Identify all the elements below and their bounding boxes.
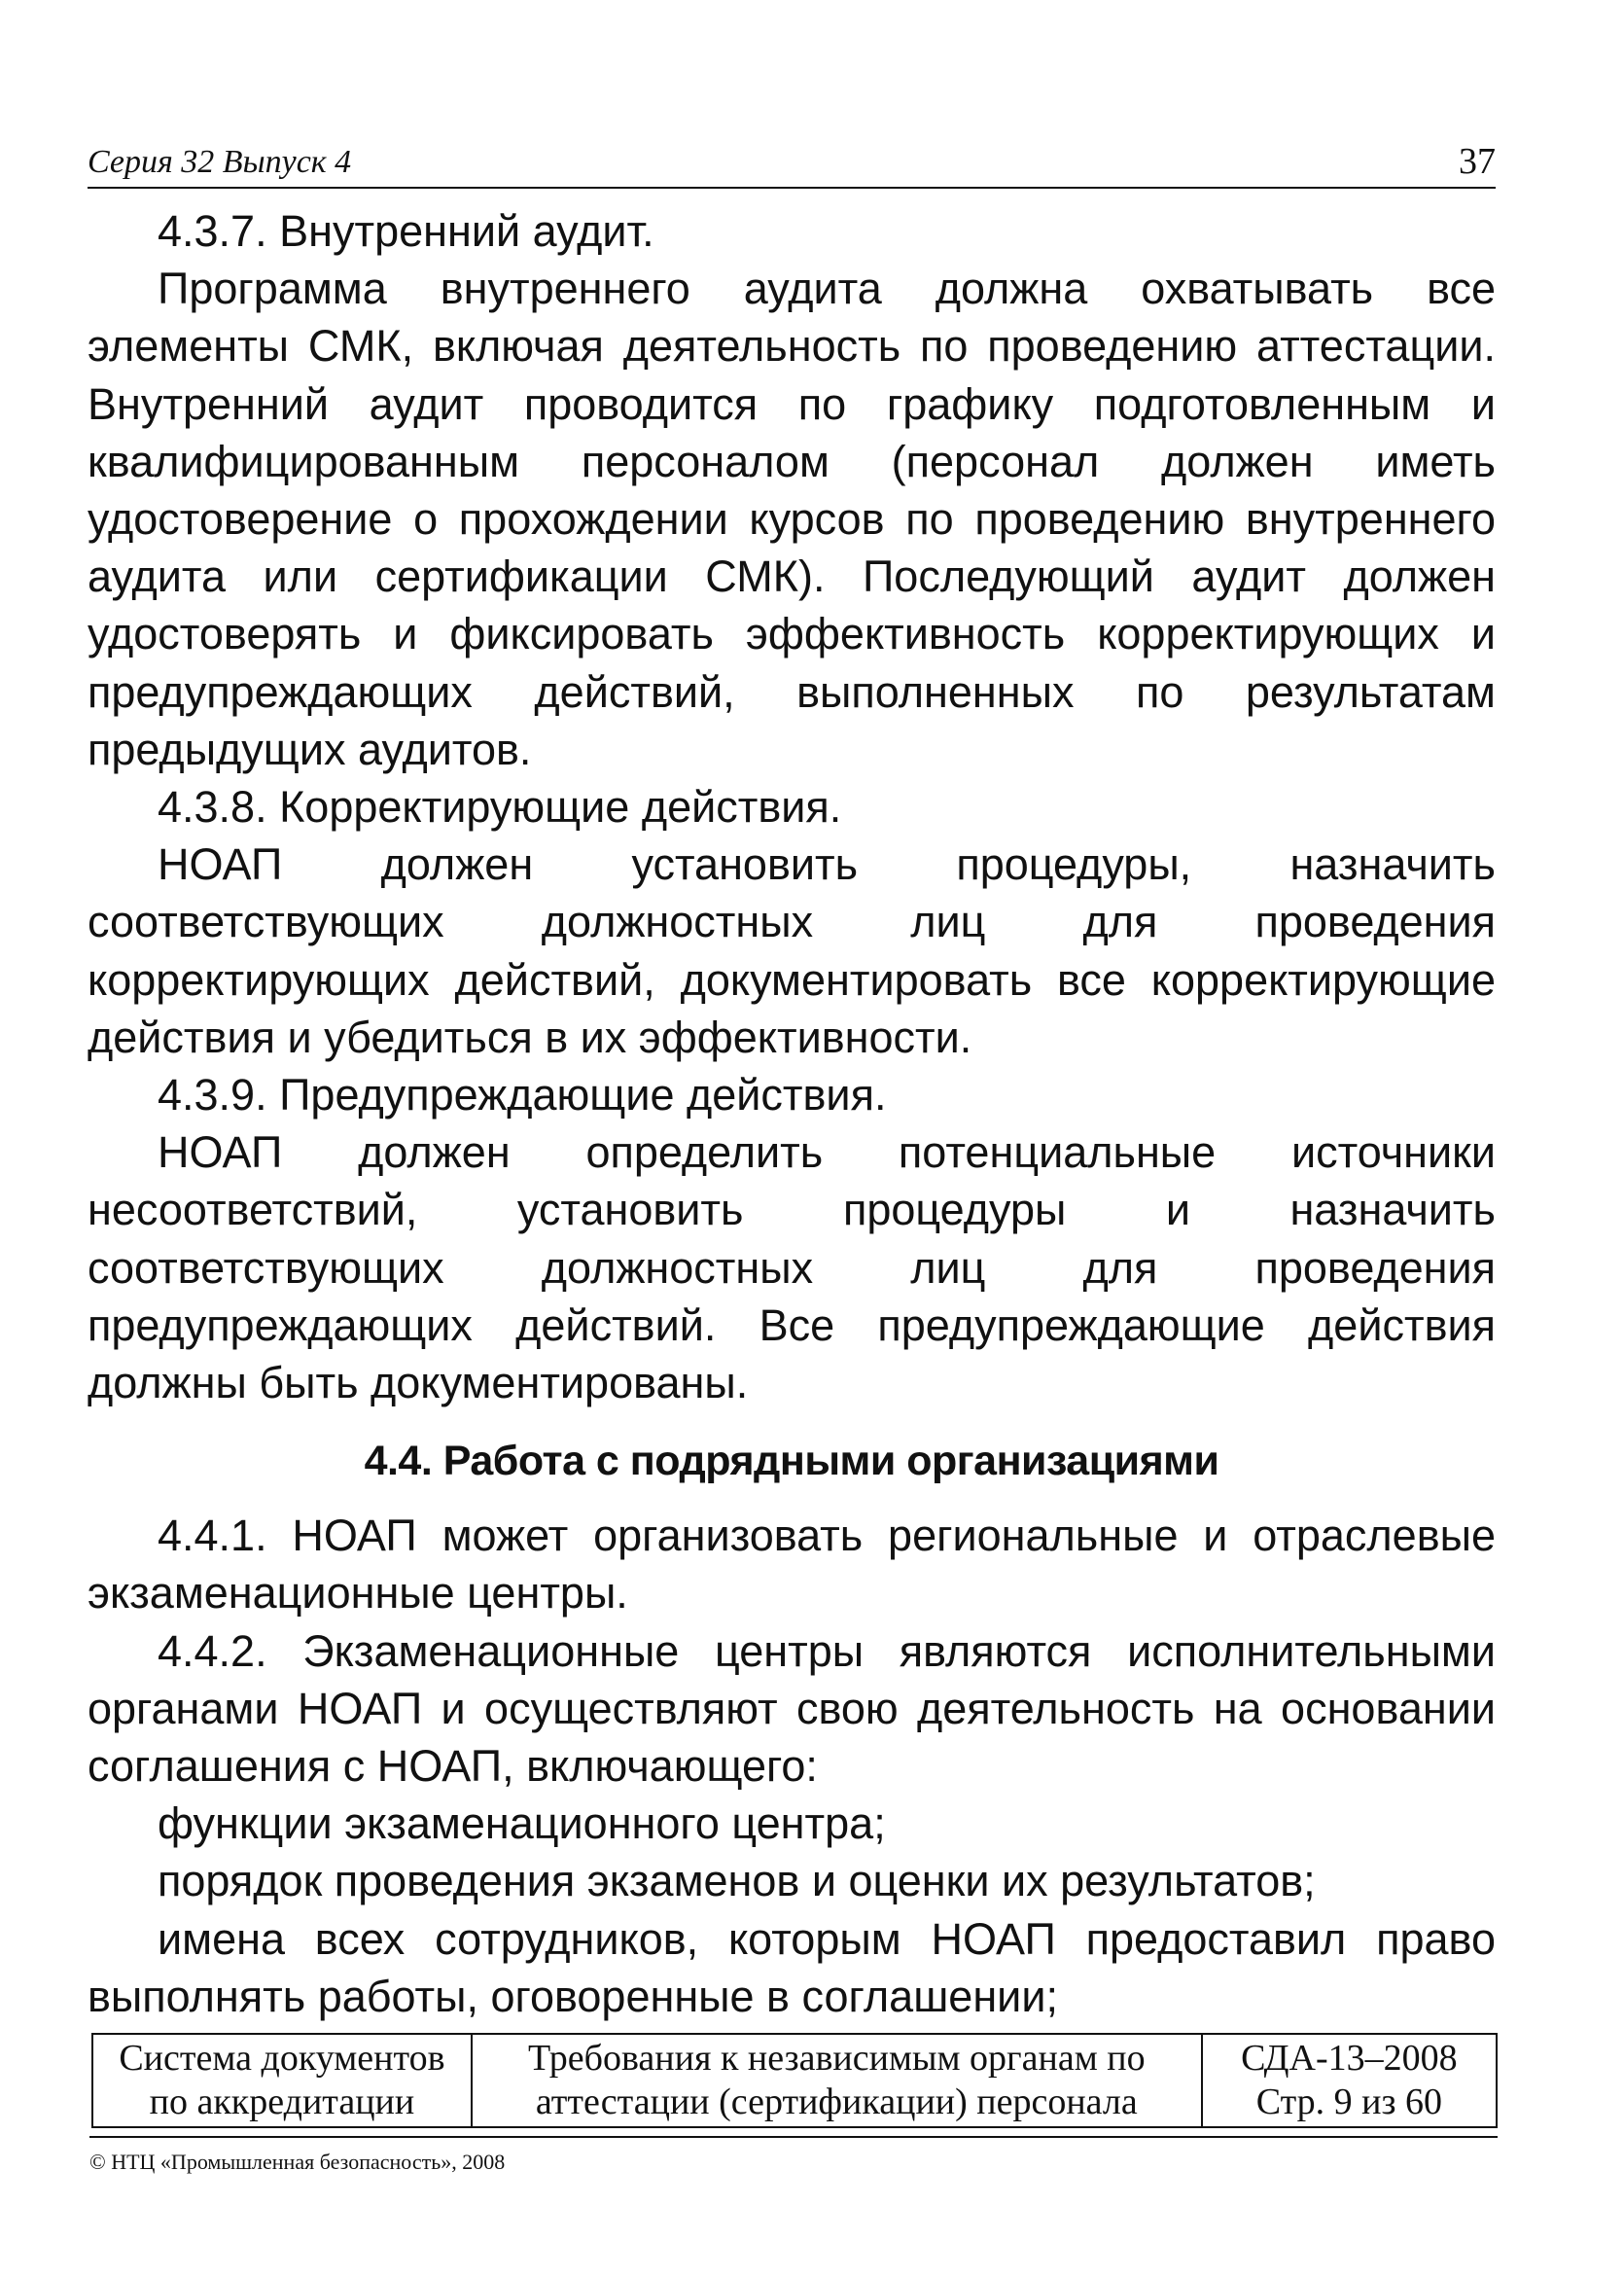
table-cell-doc-code bbox=[1202, 2034, 1497, 2127]
paragraph: НОАП должен определить потенциальные источники несоответствий, установить процедуры и назначить соответствующих должностных лиц для проведения предупреждающих действий. Все предупреждающие действия должны быть документированы. bbox=[88, 1127, 1496, 1408]
clause-heading: 4.3.9. Предупреждающие действия. bbox=[158, 1070, 887, 1121]
cell-line: СДА-13–2008 bbox=[1241, 2038, 1458, 2079]
clause-heading: 4.3.8. Корректирующие действия. bbox=[158, 782, 842, 833]
cell-line: Стр. 9 из 60 bbox=[1255, 2081, 1442, 2122]
footer-table bbox=[91, 2033, 1498, 2128]
cell-line: по аккредитации bbox=[149, 2081, 415, 2122]
paragraph: 4.4.2. Экзаменационные центры являются исполнительными органами НОАП и осуществляют свою деятельность на основании соглашения с НОАП, включающего: bbox=[88, 1625, 1496, 1792]
list-item: функции экзаменационного центра; bbox=[158, 1798, 886, 1849]
clause-heading: 4.3.7. Внутренний аудит. bbox=[158, 206, 654, 256]
document-page bbox=[88, 136, 1496, 2025]
cell-line: аттестации (сертификации) персонала bbox=[535, 2081, 1138, 2122]
table-cell-requirements bbox=[472, 2034, 1202, 2127]
list-item: имена всех сотрудников, которым НОАП предоставил право выполнять работы, оговоренные в соглашении; bbox=[88, 1913, 1496, 2021]
list-item: порядок проведения экзаменов и оценки их результатов; bbox=[158, 1856, 1316, 1906]
section-heading: 4.4. Работа с подрядными организациями bbox=[364, 1438, 1219, 1485]
paragraph: 4.4.1. НОАП может организовать региональные и отраслевые экзаменационные центры. bbox=[88, 1511, 1496, 1619]
page-number: 37 bbox=[1459, 141, 1496, 182]
running-header bbox=[88, 136, 1496, 189]
series-label: Серия 32 Выпуск 4 bbox=[88, 144, 352, 180]
table-cell-document-system bbox=[92, 2034, 472, 2127]
copyright-notice: © НТЦ «Промышленная безопасность», 2008 bbox=[89, 2136, 1498, 2175]
table-row bbox=[92, 2034, 1497, 2127]
cell-line: Система документов bbox=[119, 2038, 445, 2079]
paragraph: НОАП должен установить процедуры, назначить соответствующих должностных лиц для проведения корректирующих действий, документировать все корректирующие действия и убедиться в их эффективности. bbox=[88, 839, 1496, 1062]
paragraph: Программа внутреннего аудита должна охватывать все элементы СМК, включая деятельность по проведению аттестации. Внутренний аудит проводится по графику подготовленным и квалифицированным персоналом (персонал должен иметь удостоверение о прохождении курсов по проведению внутреннего аудита или сертификации СМК). Последующий аудит должен удостоверять и фиксировать эффективность корректирующих и предупреждающих действий, выполненных по результатам предыдущих аудитов. bbox=[88, 264, 1496, 774]
cell-line: Требования к независимым органам по bbox=[528, 2038, 1146, 2079]
body-text bbox=[88, 202, 1496, 2025]
